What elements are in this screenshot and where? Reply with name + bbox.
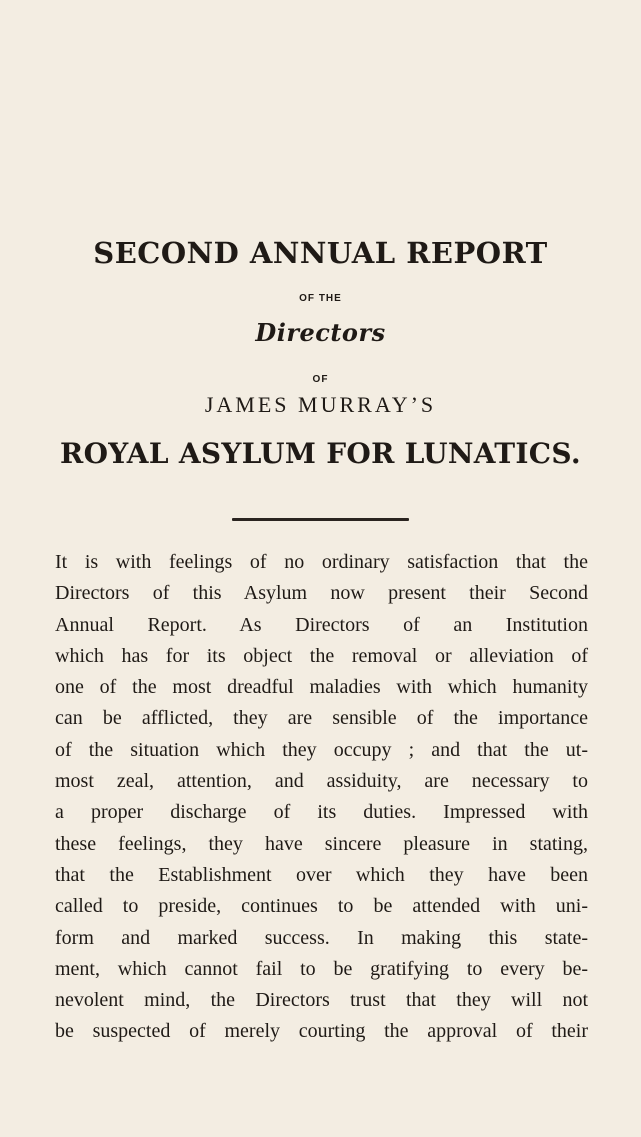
of-label: OF — [312, 374, 329, 385]
paragraph-line: ment, which cannot fail to be gratifying to every be- — [55, 957, 588, 980]
paragraph-line: can be afflicted, they are sensible of the importance — [55, 707, 588, 730]
report-paragraph — [55, 547, 588, 1048]
paragraph-line: Directors of this Asylum now present their Second — [55, 582, 588, 605]
paragraph-line: form and marked success. In making this state- — [55, 926, 588, 949]
paragraph-line: of the situation which they occupy ; and that the ut- — [55, 738, 588, 761]
paragraph-line: It is with feelings of no ordinary satisfaction that the — [55, 551, 588, 573]
institution-name-line2: ROYAL ASYLUM FOR LUNATICS. — [60, 437, 581, 470]
directors-heading: Directors — [255, 318, 386, 347]
divider-rule — [232, 518, 409, 521]
paragraph-line: be suspected of merely courting the approval of their — [55, 1020, 588, 1043]
paragraph-line: called to preside, continues to be attended with uni- — [55, 895, 588, 918]
institution-name-line1: JAMES MURRAY’S — [204, 392, 437, 417]
paragraph-line: that the Establishment over which they have been — [55, 863, 588, 886]
paragraph-line: which has for its object the removal or alleviation of — [55, 644, 588, 667]
paragraph-line: these feelings, they have sincere pleasure in stating, — [55, 832, 588, 855]
paragraph-line: most zeal, attention, and assiduity, are necessary to — [55, 770, 588, 793]
paragraph-line: one of the most dreadful maladies with which humanity — [55, 676, 588, 699]
report-title: SECOND ANNUAL REPORT — [93, 236, 548, 270]
paragraph-line: nevolent mind, the Directors trust that they will not — [55, 989, 588, 1012]
of-the-label: OF THE — [299, 293, 342, 304]
paragraph-line: a proper discharge of its duties. Impressed with — [55, 801, 588, 824]
paragraph-line: Annual Report. As Directors of an Institution — [55, 613, 588, 636]
